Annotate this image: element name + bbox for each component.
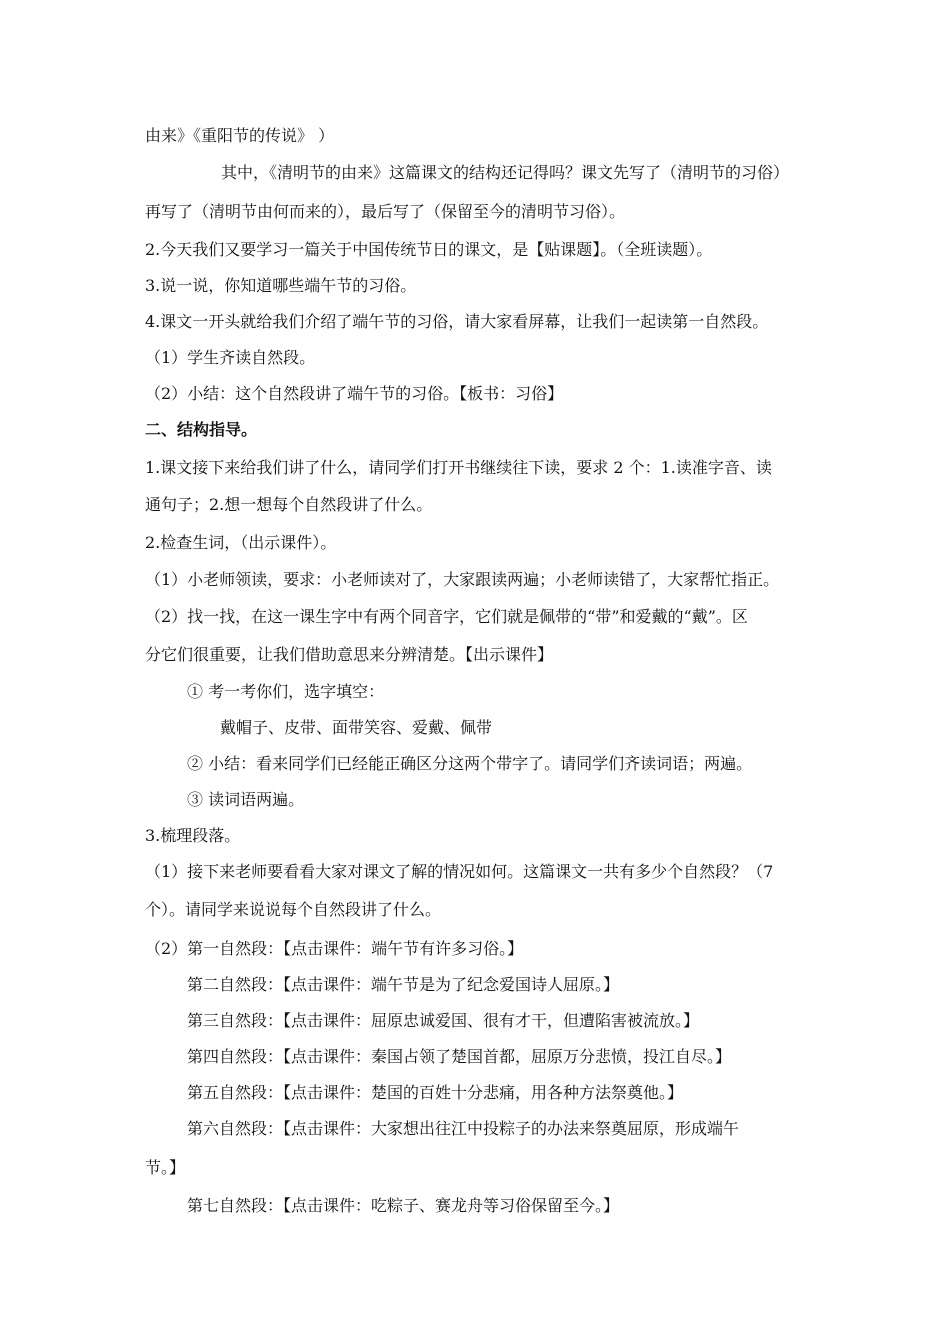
text-line: 个）。请同学来说说每个自然段讲了什么。 xyxy=(145,900,442,919)
text-line: 第二自然段：【点击课件：端午节是为了纪念爱国诗人屈原。】 xyxy=(187,975,620,994)
text-line: 第六自然段：【点击课件：大家想出往江中投粽子的办法来祭奠屈原，形成端午 xyxy=(187,1119,740,1138)
text-line: ② 小结：看来同学们已经能正确区分这两个带字了。请同学们齐读词语；两遍。 xyxy=(187,754,753,773)
text-line: ③ 读词语两遍。 xyxy=(187,790,305,809)
text-line: 3.说一说，你知道哪些端午节的习俗。 xyxy=(145,276,417,295)
text-line: 第五自然段：【点击课件：楚国的百姓十分悲痛，用各种方法祭奠他。】 xyxy=(187,1083,684,1102)
text-line: 4.课文一开头就给我们介绍了端午节的习俗，请大家看屏幕，让我们一起读第一自然段。 xyxy=(145,312,769,331)
text-line: （1）学生齐读自然段。 xyxy=(145,348,316,367)
text-line: ① 考一考你们，选字填空： xyxy=(187,682,385,701)
text-line: 第四自然段：【点击课件：秦国占领了楚国首都，屈原万分悲愤，投江自尽。】 xyxy=(187,1047,732,1066)
text-line: （2）小结：这个自然段讲了端午节的习俗。【板书：习俗】 xyxy=(145,384,564,403)
text-line: 3.梳理段落。 xyxy=(145,826,241,845)
text-line: 2.今天我们又要学习一篇关于中国传统节日的课文，是【贴课题】。（全班读题）。 xyxy=(145,240,713,259)
text-line: 再写了（清明节由何而来的），最后写了（保留至今的清明节习俗）。 xyxy=(145,202,626,221)
text-line: 其中，《清明节的由来》这篇课文的结构还记得吗？课文先写了（清明节的习俗） xyxy=(221,163,790,182)
text-line: 第七自然段：【点击课件：吃粽子、赛龙舟等习俗保留至今。】 xyxy=(187,1196,620,1215)
text-line: 2.检查生词，（出示课件）。 xyxy=(145,533,337,552)
text-line: 由来》《重阳节的传说》 ） xyxy=(145,126,335,145)
text-line: （2）第一自然段：【点击课件：端午节有许多习俗。】 xyxy=(145,939,524,958)
text-line: （2）找一找，在这一课生字中有两个同音字，它们就是佩带的“带”和爱戴的“戴”。区 xyxy=(145,607,748,626)
text-line: 戴帽子、皮带、面带笑容、爱戴、佩带 xyxy=(220,718,493,737)
text-line: 通句子；2.想一想每个自然段讲了什么。 xyxy=(145,495,433,514)
text-line: 节。】 xyxy=(145,1158,186,1177)
text-line: 1.课文接下来给我们讲了什么，请同学们打开书继续往下读，要求 2 个：1.读准字音、读 xyxy=(145,458,772,477)
text-line: （1）小老师领读，要求：小老师读对了，大家跟读两遍；小老师读错了，大家帮忙指正。 xyxy=(145,570,780,589)
text-line: 第三自然段：【点击课件：屈原忠诚爱国、很有才干，但遭陷害被流放。】 xyxy=(187,1011,700,1030)
text-line: 分它们很重要，让我们借助意思来分辨清楚。【出示课件】 xyxy=(145,645,554,664)
text-line: （1）接下来老师要看看大家对课文了解的情况如何。这篇课文一共有多少个自然段？（7 xyxy=(145,862,774,881)
section-heading: 二、结构指导。 xyxy=(145,420,258,439)
